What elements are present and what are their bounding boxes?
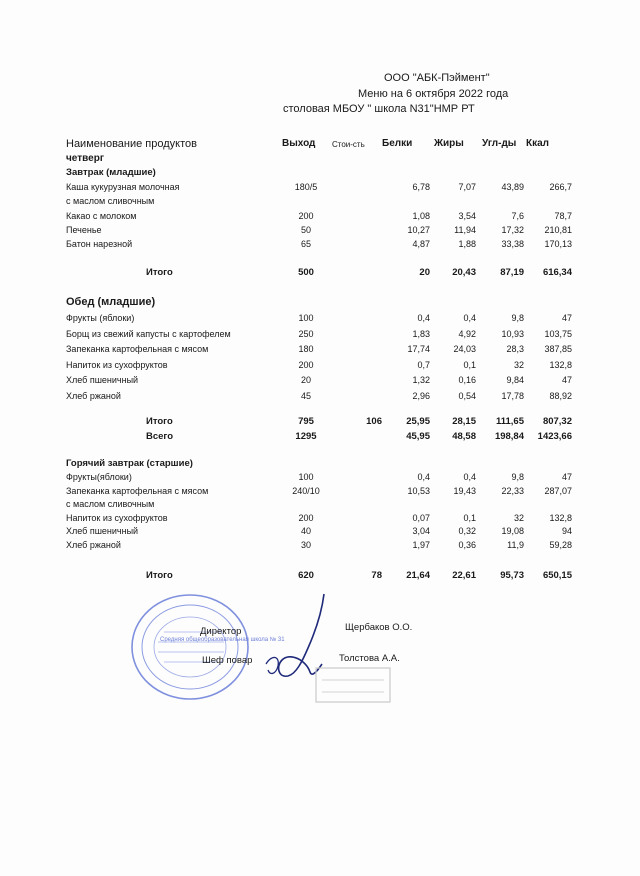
cell-name: Печенье bbox=[66, 224, 102, 235]
total-row-cost: 106 bbox=[366, 416, 382, 427]
cell-name: Напиток из сухофруктов bbox=[66, 359, 168, 370]
cell-k: 210,81 bbox=[544, 224, 572, 235]
col-name-header: Наименование продуктов bbox=[66, 138, 197, 150]
cell-b: 6,78 bbox=[412, 182, 430, 192]
col-ugl-header: Угл-ды bbox=[482, 138, 517, 149]
cell-b: 0,07 bbox=[412, 512, 430, 523]
table-row bbox=[0, 225, 640, 239]
total-row-u: 111,65 bbox=[495, 416, 524, 427]
total-row-cost: 78 bbox=[371, 570, 382, 581]
cell-vyhod: 200 bbox=[298, 512, 314, 523]
cell-name: Хлеб ржаной bbox=[66, 540, 121, 550]
canteen-name: столовая МБОУ " школа N31"НМР РТ bbox=[283, 103, 475, 115]
table-row bbox=[0, 239, 640, 253]
total-row-k: 616,34 bbox=[542, 267, 572, 278]
table-row bbox=[0, 313, 640, 327]
cell-b: 2,96 bbox=[412, 391, 430, 401]
section-title-lunch-junior: Обед (младшие) bbox=[66, 296, 156, 308]
cell-u: 19,08 bbox=[501, 526, 524, 537]
cell-u: 28,3 bbox=[506, 344, 524, 355]
cell-zh: 0,1 bbox=[463, 359, 476, 370]
cell-k: 266,7 bbox=[549, 182, 572, 192]
total-row-vyhod: 795 bbox=[298, 416, 314, 427]
total-row-u: 95,73 bbox=[500, 570, 524, 581]
cell-zh: 0,1 bbox=[463, 512, 476, 523]
col-zhiry-header: Жиры bbox=[434, 138, 464, 149]
cell-zh: 0,36 bbox=[458, 540, 476, 550]
cell-u: 10,93 bbox=[501, 328, 524, 339]
cell-vyhod: 50 bbox=[300, 224, 311, 235]
cell-b: 1,97 bbox=[412, 540, 430, 550]
cell-b: 10,53 bbox=[407, 485, 430, 496]
table-row bbox=[0, 540, 640, 554]
cell-u: 32 bbox=[513, 512, 524, 523]
cell-b: 1,83 bbox=[412, 328, 430, 339]
cell-zh: 0,54 bbox=[458, 391, 476, 401]
cell-zh: 0,16 bbox=[458, 375, 476, 386]
cell-vyhod: 180/5 bbox=[294, 182, 318, 192]
cell-b: 3,04 bbox=[412, 526, 430, 537]
table-row bbox=[0, 360, 640, 374]
table-row bbox=[0, 196, 640, 210]
grand-total-row-vyhod: 1295 bbox=[295, 431, 317, 442]
cell-u: 32 bbox=[513, 359, 524, 370]
cell-name: Запеканка картофельная с мясом bbox=[66, 485, 209, 496]
cell-k: 78,7 bbox=[554, 210, 572, 221]
cell-u: 9,84 bbox=[506, 375, 524, 386]
total-row-u: 87,19 bbox=[500, 267, 524, 278]
cell-zh: 24,03 bbox=[453, 344, 476, 355]
cell-k: 47 bbox=[561, 313, 572, 323]
cell-vyhod: 20 bbox=[300, 375, 311, 386]
weekday: четверг bbox=[66, 153, 104, 164]
cell-k: 59,28 bbox=[549, 540, 572, 550]
cell-k: 132,8 bbox=[549, 512, 572, 523]
cell-name: Каша кукурузная молочная bbox=[66, 182, 180, 192]
total-row-k: 650,15 bbox=[542, 570, 572, 581]
total-row-b: 20 bbox=[419, 267, 430, 278]
stamp-text: Средняя общеобразовательная школа № 31 bbox=[160, 637, 285, 643]
org-name: ООО "АБК-Пэймент" bbox=[384, 72, 490, 84]
menu-date: Меню на 6 октября 2022 года bbox=[358, 88, 509, 100]
table-row bbox=[0, 513, 640, 527]
cell-u: 9,8 bbox=[511, 472, 524, 482]
cell-u: 22,33 bbox=[501, 485, 524, 496]
total-row-k: 807,32 bbox=[542, 416, 572, 427]
cell-vyhod: 200 bbox=[298, 359, 314, 370]
total-row-vyhod: 500 bbox=[298, 267, 314, 278]
total-row-zh: 20,43 bbox=[452, 267, 476, 278]
cell-b: 0,4 bbox=[417, 313, 430, 323]
total-row-zh: 22,61 bbox=[452, 570, 476, 581]
section-title-breakfast-junior: Завтрак (младшие) bbox=[66, 167, 156, 178]
cell-name: Хлеб пшеничный bbox=[66, 375, 139, 386]
table-row bbox=[0, 486, 640, 500]
cell-vyhod: 40 bbox=[300, 526, 311, 537]
cell-zh: 19,43 bbox=[453, 485, 476, 496]
cell-u: 7,6 bbox=[511, 210, 524, 221]
total-row bbox=[0, 416, 640, 430]
table-row bbox=[0, 211, 640, 225]
cell-zh: 4,92 bbox=[458, 328, 476, 339]
cell-vyhod: 180 bbox=[298, 344, 314, 355]
total-row-name: Итого bbox=[146, 570, 173, 581]
cell-vyhod: 250 bbox=[298, 328, 314, 339]
cell-name: с маслом сливочным bbox=[66, 499, 155, 510]
cell-zh: 3,54 bbox=[458, 210, 476, 221]
cell-k: 88,92 bbox=[549, 391, 572, 401]
cell-k: 94 bbox=[561, 526, 572, 537]
director-name: Щербаков О.О. bbox=[345, 622, 413, 633]
cell-k: 170,13 bbox=[544, 239, 572, 250]
cell-zh: 11,94 bbox=[454, 224, 476, 235]
grand-total-row-name: Всего bbox=[146, 431, 174, 442]
cell-u: 9,8 bbox=[511, 313, 524, 323]
col-belki-header: Белки bbox=[382, 138, 413, 149]
col-vyhod-header: Выход bbox=[282, 138, 316, 149]
cell-zh: 0,4 bbox=[463, 313, 476, 323]
cell-b: 0,4 bbox=[417, 472, 430, 482]
cell-b: 4,87 bbox=[412, 239, 430, 250]
total-row bbox=[0, 267, 640, 281]
cell-name: Борщ из свежий капусты с картофелем bbox=[66, 328, 231, 339]
grand-total-row-k: 1423,66 bbox=[537, 431, 572, 442]
table-row bbox=[0, 472, 640, 486]
chef-label: Шеф повар bbox=[202, 655, 253, 666]
cell-b: 10,27 bbox=[407, 224, 430, 235]
cell-name: Запеканка картофельная с мясом bbox=[66, 344, 209, 355]
table-row bbox=[0, 182, 640, 196]
cell-u: 33,38 bbox=[501, 239, 524, 250]
cell-vyhod: 30 bbox=[300, 540, 311, 550]
cell-b: 17,74 bbox=[407, 344, 430, 355]
col-kcal-header: Ккал bbox=[526, 138, 550, 149]
cell-k: 132,8 bbox=[549, 359, 572, 370]
cell-name: Хлеб ржаной bbox=[66, 391, 121, 401]
grand-total-row-zh: 48,58 bbox=[452, 431, 476, 442]
cell-vyhod: 200 bbox=[298, 210, 314, 221]
chef-name: Толстова А.А. bbox=[339, 653, 400, 664]
cell-k: 47 bbox=[561, 375, 572, 386]
cell-vyhod: 240/10 bbox=[292, 485, 320, 496]
col-cost-header: Стои-сть bbox=[332, 140, 365, 149]
grand-total-row bbox=[0, 431, 640, 445]
cell-name: Батон нарезной bbox=[66, 239, 133, 250]
table-row bbox=[0, 344, 640, 358]
cell-name: с маслом сливочным bbox=[66, 196, 155, 207]
cell-name: Напиток из сухофруктов bbox=[66, 512, 168, 523]
cell-u: 43,89 bbox=[501, 182, 524, 192]
cell-zh: 0,4 bbox=[463, 472, 476, 482]
cell-k: 47 bbox=[561, 472, 572, 482]
total-row-name: Итого bbox=[146, 416, 173, 427]
table-row bbox=[0, 375, 640, 389]
cell-k: 387,85 bbox=[544, 344, 572, 355]
cell-b: 1,08 bbox=[412, 210, 430, 221]
total-row-b: 21,64 bbox=[406, 570, 430, 581]
faint-stamp bbox=[314, 664, 394, 708]
cell-name: Какао с молоком bbox=[66, 210, 137, 221]
grand-total-row-b: 45,95 bbox=[406, 431, 430, 442]
cell-name: Фрукты(яблоки) bbox=[66, 472, 132, 482]
grand-total-row-u: 198,84 bbox=[494, 431, 524, 442]
section-title-hot-breakfast-senior: Горячий завтрак (старшие) bbox=[66, 458, 193, 469]
table-row bbox=[0, 329, 640, 343]
cell-name: Фрукты (яблоки) bbox=[66, 313, 135, 323]
total-row-b: 25,95 bbox=[406, 416, 430, 427]
cell-b: 1,32 bbox=[412, 375, 430, 386]
total-row-vyhod: 620 bbox=[298, 570, 314, 581]
total-row bbox=[0, 570, 640, 584]
cell-u: 17,32 bbox=[501, 224, 524, 235]
cell-zh: 7,07 bbox=[458, 182, 476, 192]
cell-vyhod: 45 bbox=[300, 391, 311, 401]
cell-vyhod: 100 bbox=[298, 472, 314, 482]
cell-name: Хлеб пшеничный bbox=[66, 526, 139, 537]
total-row-name: Итого bbox=[146, 267, 173, 278]
director-label: Директор bbox=[200, 626, 242, 637]
cell-u: 11,9 bbox=[507, 540, 524, 550]
table-row bbox=[0, 391, 640, 405]
cell-k: 103,75 bbox=[544, 328, 572, 339]
cell-k: 287,07 bbox=[544, 485, 572, 496]
table-row bbox=[0, 499, 640, 513]
cell-vyhod: 65 bbox=[300, 239, 311, 250]
school-stamp bbox=[128, 592, 268, 702]
total-row-zh: 28,15 bbox=[452, 416, 476, 427]
table-row bbox=[0, 526, 640, 540]
cell-zh: 1,88 bbox=[458, 239, 476, 250]
cell-zh: 0,32 bbox=[458, 526, 476, 537]
cell-b: 0,7 bbox=[417, 359, 430, 370]
cell-u: 17,78 bbox=[501, 391, 524, 401]
cell-vyhod: 100 bbox=[298, 313, 314, 323]
